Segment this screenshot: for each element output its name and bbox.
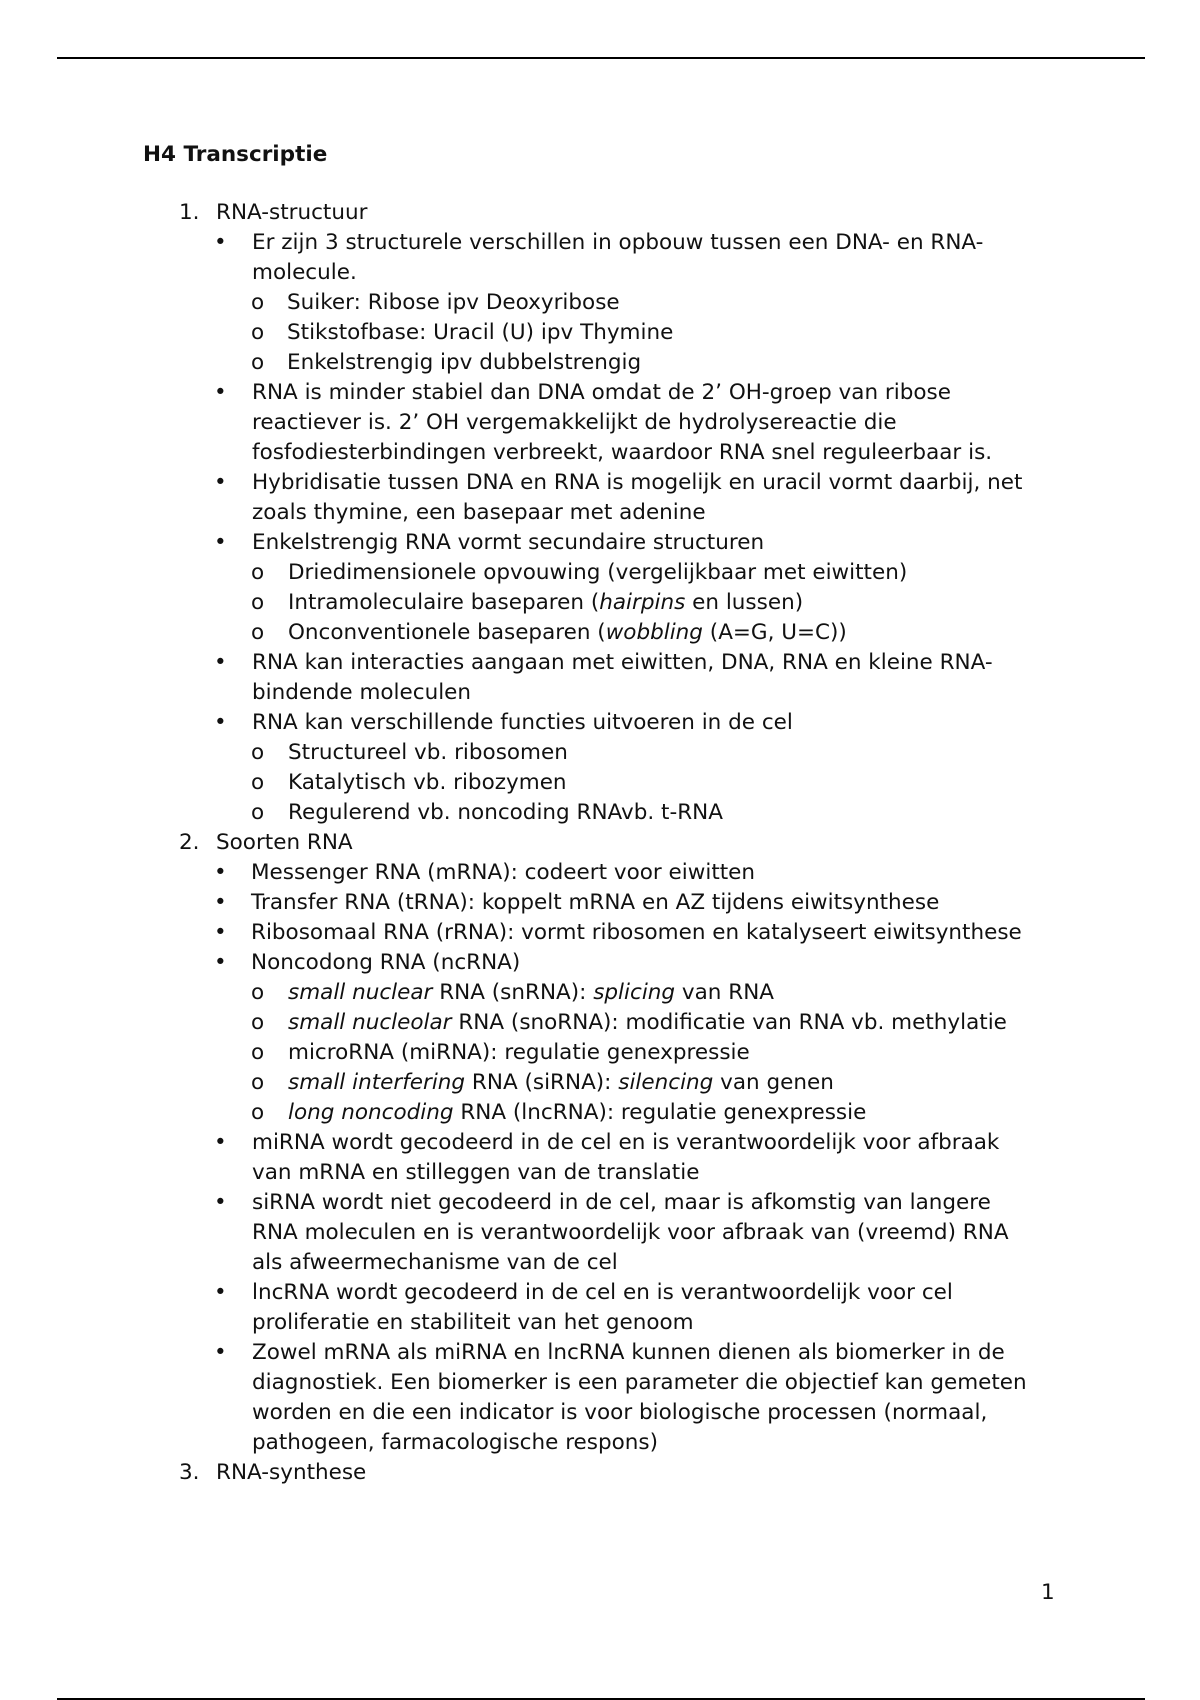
list-item bbox=[143, 1278, 1063, 1338]
bullet-glyph: • bbox=[214, 470, 227, 495]
sub-list-item bbox=[143, 1068, 1063, 1098]
list-item-text: Zowel mRNA als miRNA en lncRNA kunnen dienen als biomerker in de bbox=[252, 1340, 1005, 1365]
list-item-text: Noncodong RNA (ncRNA) bbox=[251, 950, 521, 975]
sub-bullet-glyph: o bbox=[251, 620, 265, 645]
sub-list-item-text: Driedimensionele opvouwing (vergelijkbaar met eiwitten) bbox=[288, 560, 908, 585]
sub-list-item bbox=[143, 318, 1063, 348]
italic-term: splicing bbox=[593, 980, 676, 1005]
list-item-text: fosfodiesterbindingen verbreekt, waardoor RNA snel reguleerbaar is. bbox=[252, 440, 993, 465]
sub-list-item-text: Enkelstrengig ipv dubbelstrengig bbox=[287, 350, 642, 375]
bullet-glyph: • bbox=[214, 860, 227, 885]
bullet-glyph: • bbox=[214, 1190, 227, 1215]
bullet-glyph: • bbox=[214, 1130, 227, 1155]
page-number: 1 bbox=[1041, 1580, 1055, 1605]
list-item-text: RNA moleculen en is verantwoordelijk voor afbraak van (vreemd) RNA bbox=[252, 1220, 1009, 1245]
sub-list-item-text: Suiker: Ribose ipv Deoxyribose bbox=[287, 290, 620, 315]
list-item-text: zoals thymine, een basepaar met adenine bbox=[252, 500, 706, 525]
sub-list-item bbox=[143, 558, 1063, 588]
sub-bullet-glyph: o bbox=[251, 770, 265, 795]
section-number: 3. bbox=[179, 1460, 200, 1485]
text-run: en lussen) bbox=[685, 590, 804, 615]
list-item bbox=[143, 1338, 1063, 1458]
list-item-text: siRNA wordt niet gecodeerd in de cel, maar is afkomstig van langere bbox=[252, 1190, 991, 1215]
sub-list-item-text: Stikstofbase: Uracil (U) ipv Thymine bbox=[287, 320, 674, 345]
sub-list-item bbox=[143, 348, 1063, 378]
list-item bbox=[143, 858, 1063, 888]
list-item-text: van mRNA en stilleggen van de translatie bbox=[252, 1160, 700, 1185]
section-3-heading bbox=[143, 1458, 1063, 1488]
text-run: RNA (siRNA): bbox=[465, 1070, 619, 1095]
bullet-glyph: • bbox=[214, 230, 227, 255]
list-item bbox=[143, 1128, 1063, 1188]
sub-list-item bbox=[143, 1098, 1063, 1128]
list-item-text: Ribosomaal RNA (rRNA): vormt ribosomen en katalyseert eiwitsynthese bbox=[251, 920, 1022, 945]
sub-list-item-text bbox=[288, 590, 803, 615]
sub-bullet-glyph: o bbox=[251, 1010, 265, 1035]
list-item-text: Enkelstrengig RNA vormt secundaire structuren bbox=[252, 530, 765, 555]
text-run: van RNA bbox=[675, 980, 775, 1005]
sub-bullet-glyph: o bbox=[251, 740, 265, 765]
list-item-text: RNA kan interacties aangaan met eiwitten, DNA, RNA en kleine RNA- bbox=[252, 650, 993, 675]
section-heading-text: RNA-synthese bbox=[216, 1460, 367, 1485]
list-item-text: lncRNA wordt gecodeerd in de cel en is verantwoordelijk voor cel bbox=[252, 1280, 953, 1305]
text-run: van genen bbox=[713, 1070, 834, 1095]
bullet-glyph: • bbox=[214, 890, 227, 915]
italic-term: hairpins bbox=[599, 590, 686, 615]
sub-list-item-text: Regulerend vb. noncoding RNAvb. t-RNA bbox=[288, 800, 723, 825]
list-item bbox=[143, 948, 1063, 978]
list-item-text: als afweermechanisme van de cel bbox=[252, 1250, 618, 1275]
bullet-glyph: • bbox=[214, 950, 227, 975]
sub-bullet-glyph: o bbox=[251, 1070, 265, 1095]
text-run: Intramoleculaire baseparen ( bbox=[288, 590, 600, 615]
document-body bbox=[143, 140, 1063, 1488]
list-item-text: RNA is minder stabiel dan DNA omdat de 2’ OH-groep van ribose bbox=[252, 380, 951, 405]
list-item-text: miRNA wordt gecodeerd in de cel en is verantwoordelijk voor afbraak bbox=[252, 1130, 1000, 1155]
bullet-glyph: • bbox=[214, 380, 227, 405]
list-item bbox=[143, 918, 1063, 948]
text-run: RNA (lncRNA): regulatie genexpressie bbox=[453, 1100, 867, 1125]
list-item bbox=[143, 648, 1063, 708]
list-item-text: diagnostiek. Een biomerker is een parameter die objectief kan gemeten bbox=[252, 1370, 1027, 1395]
bullet-glyph: • bbox=[214, 920, 227, 945]
sub-list-item bbox=[143, 768, 1063, 798]
sub-bullet-glyph: o bbox=[251, 980, 265, 1005]
list-item-text: bindende moleculen bbox=[252, 680, 472, 705]
text-run: (A=G, U=C)) bbox=[702, 620, 847, 645]
sub-list-item-text bbox=[288, 1100, 866, 1125]
italic-term: small nucleolar bbox=[288, 1010, 452, 1035]
sub-list-item-text bbox=[288, 1070, 834, 1095]
italic-term: wobbling bbox=[605, 620, 703, 645]
italic-term: long noncoding bbox=[288, 1100, 454, 1125]
list-item bbox=[143, 228, 1063, 288]
list-item-text: RNA kan verschillende functies uitvoeren in de cel bbox=[252, 710, 793, 735]
list-item bbox=[143, 708, 1063, 738]
list-item-text: proliferatie en stabiliteit van het genoom bbox=[252, 1310, 694, 1335]
sub-list-item bbox=[143, 738, 1063, 768]
sub-bullet-glyph: o bbox=[251, 560, 265, 585]
list-item-text: pathogeen, farmacologische respons) bbox=[252, 1430, 659, 1455]
text-run: RNA (snoRNA): modificatie van RNA vb. methylatie bbox=[451, 1010, 1007, 1035]
sub-list-item bbox=[143, 798, 1063, 828]
sub-list-item-text: Structureel vb. ribosomen bbox=[288, 740, 568, 765]
sub-list-item bbox=[143, 618, 1063, 648]
sub-list-item-text: microRNA (miRNA): regulatie genexpressie bbox=[288, 1040, 750, 1065]
italic-term: small nuclear bbox=[288, 980, 433, 1005]
sub-list-item-text bbox=[288, 620, 847, 645]
bullet-glyph: • bbox=[214, 1340, 227, 1365]
section-1-heading bbox=[143, 198, 1063, 228]
list-item bbox=[143, 528, 1063, 558]
bullet-glyph: • bbox=[214, 1280, 227, 1305]
list-item bbox=[143, 468, 1063, 528]
sub-list-item bbox=[143, 1038, 1063, 1068]
list-item-text: molecule. bbox=[252, 260, 357, 285]
list-item-text: worden en die een indicator is voor biologische processen (normaal, bbox=[252, 1400, 988, 1425]
list-item-text: Hybridisatie tussen DNA en RNA is mogelijk en uracil vormt daarbij, net bbox=[252, 470, 1023, 495]
list-item bbox=[143, 378, 1063, 468]
sub-bullet-glyph: o bbox=[251, 350, 265, 375]
sub-list-item bbox=[143, 978, 1063, 1008]
header-rule bbox=[57, 57, 1145, 59]
bullet-glyph: • bbox=[214, 650, 227, 675]
sub-list-item bbox=[143, 588, 1063, 618]
bullet-glyph: • bbox=[214, 530, 227, 555]
sub-bullet-glyph: o bbox=[251, 1040, 265, 1065]
sub-bullet-glyph: o bbox=[251, 320, 265, 345]
list-item bbox=[143, 1188, 1063, 1278]
sub-list-item-text: Katalytisch vb. ribozymen bbox=[288, 770, 567, 795]
list-item-text: reactiever is. 2’ OH vergemakkelijkt de hydrolysereactie die bbox=[252, 410, 897, 435]
page-title: H4 Transcriptie bbox=[143, 142, 328, 167]
list-item bbox=[143, 888, 1063, 918]
text-run: Onconventionele baseparen ( bbox=[288, 620, 606, 645]
italic-term: small interfering bbox=[288, 1070, 466, 1095]
list-item-text: Messenger RNA (mRNA): codeert voor eiwitten bbox=[251, 860, 756, 885]
sub-bullet-glyph: o bbox=[251, 290, 265, 315]
bullet-glyph: • bbox=[214, 710, 227, 735]
section-number: 2. bbox=[179, 830, 200, 855]
section-2-heading bbox=[143, 828, 1063, 858]
sub-list-item-text bbox=[288, 1010, 1007, 1035]
section-heading-text: RNA-structuur bbox=[216, 200, 368, 225]
sub-list-item-text bbox=[288, 980, 774, 1005]
section-heading-text: Soorten RNA bbox=[216, 830, 353, 855]
list-item-text: Er zijn 3 structurele verschillen in opbouw tussen een DNA- en RNA- bbox=[252, 230, 984, 255]
section-number: 1. bbox=[179, 200, 200, 225]
italic-term: silencing bbox=[618, 1070, 714, 1095]
sub-bullet-glyph: o bbox=[251, 1100, 265, 1125]
sub-bullet-glyph: o bbox=[251, 590, 265, 615]
sub-bullet-glyph: o bbox=[251, 800, 265, 825]
sub-list-item bbox=[143, 1008, 1063, 1038]
sub-list-item bbox=[143, 288, 1063, 318]
text-run: RNA (snRNA): bbox=[432, 980, 594, 1005]
list-item-text: Transfer RNA (tRNA): koppelt mRNA en AZ tijdens eiwitsynthese bbox=[251, 890, 940, 915]
